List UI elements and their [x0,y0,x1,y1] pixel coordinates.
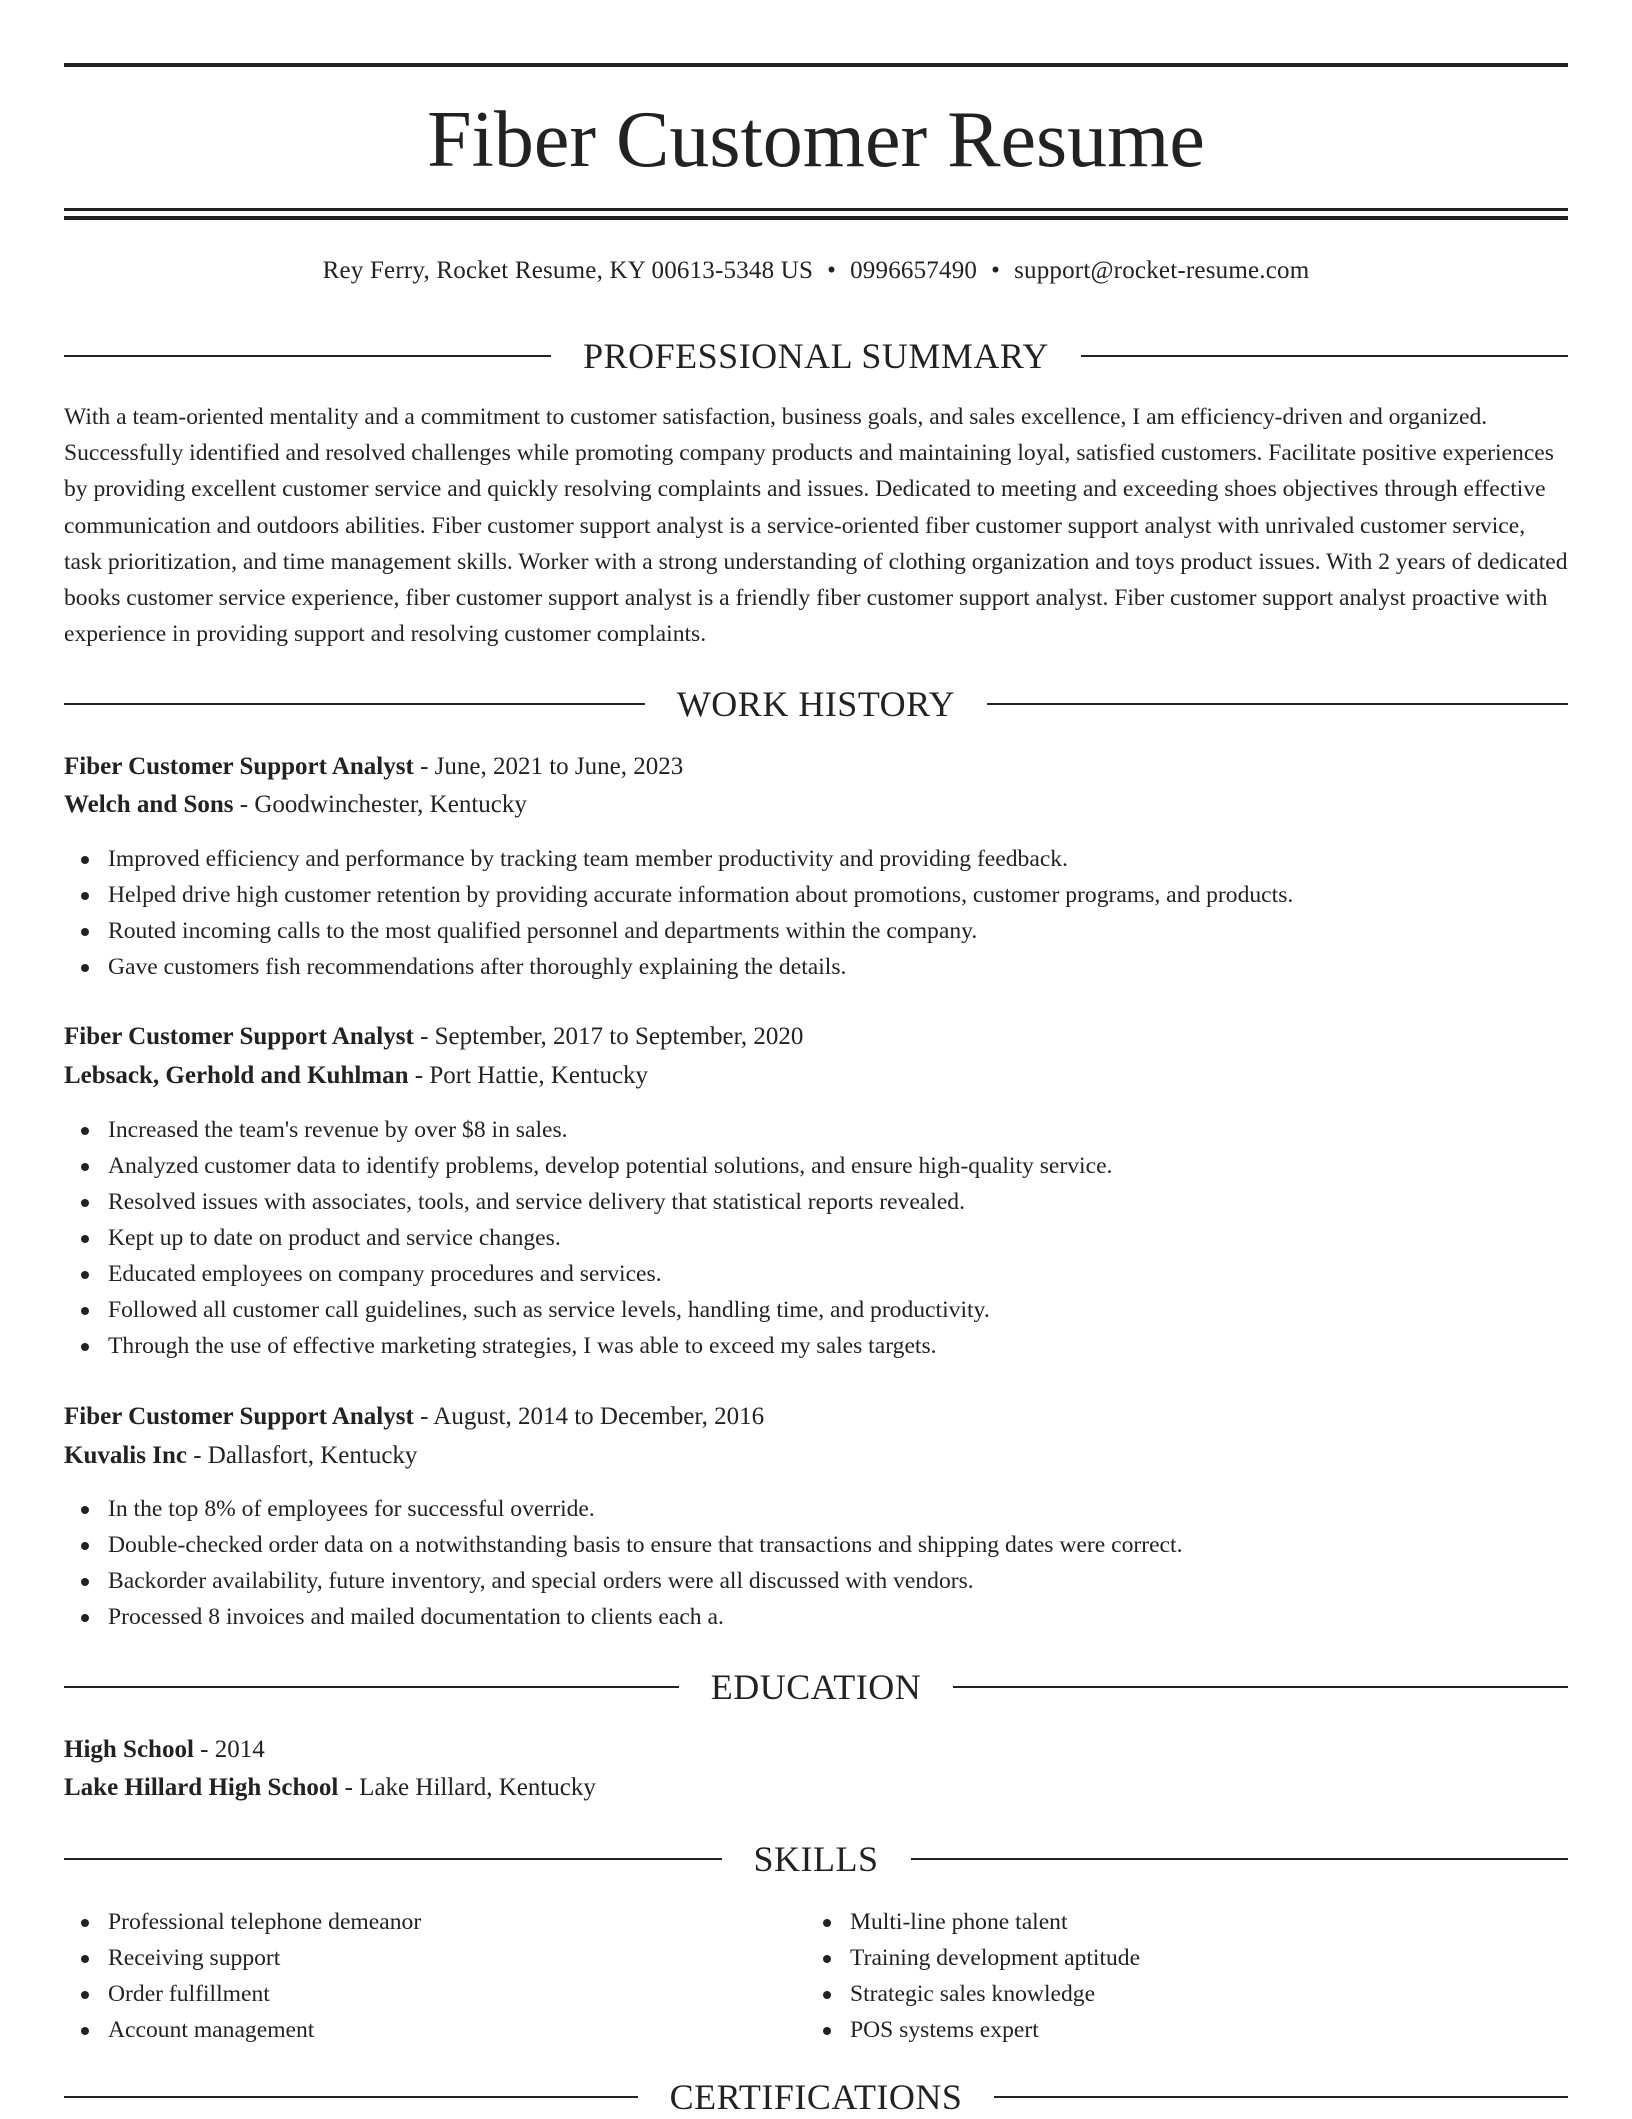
contact-separator: • [827,257,837,284]
job-company-line [64,1058,1568,1094]
job-dates: - September, 2017 to September, 2020 [413,1023,804,1050]
skills-grid [64,1904,1568,2048]
job-company: Lebsack, Gerhold and Kuhlman [64,1062,409,1089]
section-rule [64,2096,638,2098]
list-item: Routed incoming calls to the most qualified personnel and departments within the company. [64,913,1568,949]
list-item: POS systems expert [806,2012,1548,2048]
section-rule [987,703,1568,705]
job-location: - Port Hattie, Kentucky [408,1062,649,1089]
section-title: CERTIFICATIONS [669,2077,963,2117]
job-company: Kuvalis Inc [64,1442,187,1469]
job-title: Fiber Customer Support Analyst [64,1403,414,1430]
list-item: Backorder availability, future inventory, and special orders were all discussed with vendors. [64,1563,1568,1599]
list-item: Resolved issues with associates, tools, and service delivery that statistical reports revealed. [64,1184,1568,1220]
list-item: Analyzed customer data to identify problems, develop potential solutions, and ensure high-quality service. [64,1148,1568,1184]
list-item: Followed all customer call guidelines, such as service levels, handling time, and productivity. [64,1292,1568,1328]
list-item: Receiving support [64,1940,806,1976]
section-header-work [64,682,1568,726]
job-bullets [64,1491,1568,1635]
list-item: Increased the team's revenue by over $8 in sales. [64,1112,1568,1148]
list-item: Order fulfillment [64,1976,806,2012]
section-header-skills [64,1837,1568,1881]
list-item: Training development aptitude [806,1940,1548,1976]
contact-phone: 0996657490 [850,257,978,284]
section-rule [953,1686,1568,1688]
resume-title: Fiber Customer Resume [427,96,1205,184]
section-title: EDUCATION [710,1667,922,1707]
job-location: - Goodwinchester, Kentucky [233,791,527,818]
job-dates: - August, 2014 to December, 2016 [413,1403,765,1430]
section-rule [64,1858,722,1860]
list-item: Multi-line phone talent [806,1904,1548,1940]
section-rule [1081,355,1568,357]
job-dates: - June, 2021 to June, 2023 [413,753,684,780]
title-rule-thick [64,216,1568,220]
list-item: Account management [64,2012,806,2048]
education-degree: High School [64,1736,194,1763]
section-rule [64,355,551,357]
list-item: Educated employees on company procedures and services. [64,1256,1568,1292]
skills-column-left [64,1904,806,2048]
list-item: Helped drive high customer retention by providing accurate information about promotions, customer programs, and products. [64,877,1568,913]
job-company-line [64,787,1568,823]
education-year: - 2014 [193,1736,265,1763]
job-title-line [64,749,1568,785]
job-company: Welch and Sons [64,791,234,818]
list-item: Gave customers fish recommendations after thoroughly explaining the details. [64,949,1568,985]
section-header-education [64,1665,1568,1709]
section-rule [64,1686,679,1688]
list-item: Strategic sales knowledge [806,1976,1548,2012]
job-bullets [64,841,1568,985]
list-item: Improved efficiency and performance by tracking team member productivity and providing feedback. [64,841,1568,877]
job-company-line [64,1438,1568,1474]
section-header-certifications [64,2075,1568,2119]
job-title-line [64,1019,1568,1055]
contact-line [64,253,1568,289]
education-degree-line [64,1732,1568,1768]
education-school: Lake Hillard High School [64,1774,339,1801]
skills-column-right [806,1904,1548,2048]
list-item: Kept up to date on product and service changes. [64,1220,1568,1256]
summary-text: With a team-oriented mentality and a commitment to customer satisfaction, business goals, and sales excellence, I am efficiency-driven and organized. Successfully identified and resolved challenges while promoting company products and maintaining loyal, satisfied customers. Facilitate positive experiences by providing excellent customer service and quickly resolving complaints and issues. Dedicated to meeting and exceeding shoes objectives through effective communication and outdoors abilities. Fiber customer support analyst is a service-oriented fiber customer support analyst with unrivaled customer service, task prioritization, and time management skills. Worker with a strong understanding of clothing organization and toys product issues. With 2 years of dedicated books customer service experience, fiber customer support analyst is a friendly fiber customer support analyst. Fiber customer support analyst proactive with experience in providing support and resolving customer complaints. [64,404,1568,648]
section-title: SKILLS [753,1839,879,1879]
list-item: Double-checked order data on a notwithstanding basis to ensure that transactions and shipping dates were correct. [64,1527,1568,1563]
job-title: Fiber Customer Support Analyst [64,1023,414,1050]
top-rule [64,63,1568,67]
title-rule-thin [64,208,1568,211]
education-school-line [64,1770,1568,1806]
contact-email: support@rocket-resume.com [1014,257,1310,284]
job-bullets [64,1112,1568,1364]
job-title: Fiber Customer Support Analyst [64,753,414,780]
education-location: - Lake Hillard, Kentucky [338,1774,596,1801]
section-rule [911,1858,1569,1860]
section-rule [64,703,645,705]
section-header-summary [64,334,1568,378]
job-location: - Dallasfort, Kentucky [186,1442,418,1469]
list-item: Through the use of effective marketing strategies, I was able to exceed my sales targets. [64,1328,1568,1364]
job-title-line [64,1399,1568,1435]
contact-address: Rey Ferry, Rocket Resume, KY 00613-5348 US [322,257,814,284]
contact-separator: • [991,257,1001,284]
list-item: Processed 8 invoices and mailed documentation to clients each a. [64,1599,1568,1635]
list-item: In the top 8% of employees for successful override. [64,1491,1568,1527]
list-item: Professional telephone demeanor [64,1904,806,1940]
section-title: WORK HISTORY [676,684,956,724]
section-rule [994,2096,1568,2098]
section-title: PROFESSIONAL SUMMARY [583,336,1049,376]
